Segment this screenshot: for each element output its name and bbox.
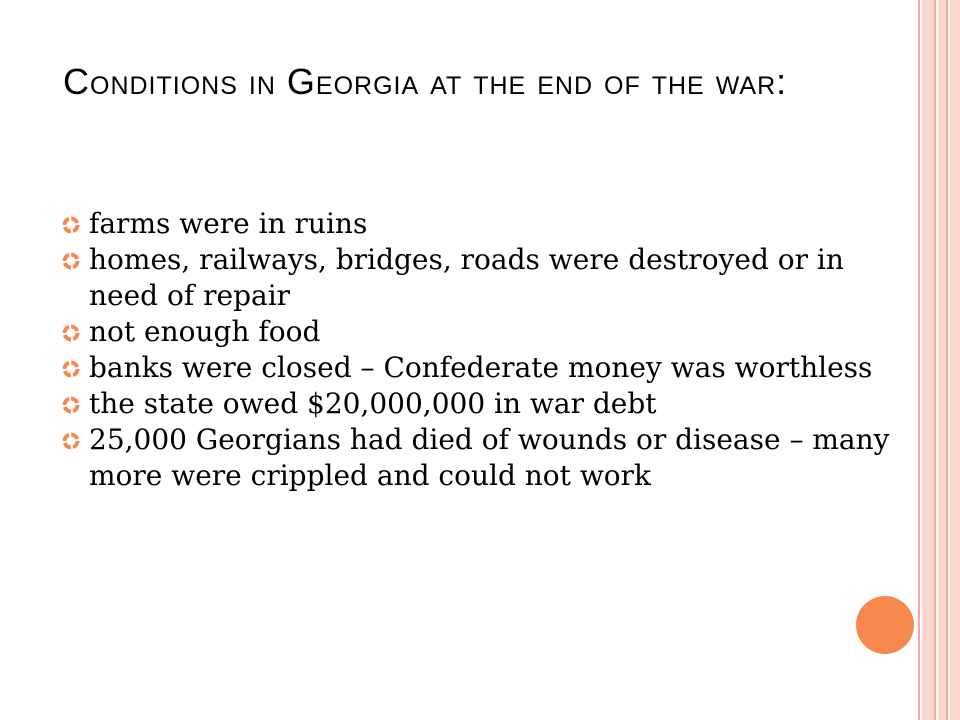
orange-circle-bullet-icon (62, 324, 80, 342)
bullet-text: the state owed $20,000,000 in war debt (89, 387, 657, 420)
orange-circle-bullet-icon (62, 360, 80, 378)
decorative-stripe (946, 0, 948, 720)
orange-circle-bullet-icon (62, 216, 80, 234)
decorative-stripe (934, 0, 936, 720)
orange-circle-bullet-icon (62, 432, 80, 450)
bullet-item (60, 422, 890, 494)
decorative-circle (856, 596, 914, 654)
decorative-stripe (922, 0, 934, 720)
bullet-item (60, 314, 890, 350)
decorative-stripe (938, 0, 946, 720)
bullet-item (60, 242, 890, 314)
orange-circle-bullet-icon (62, 252, 80, 270)
orange-circle-bullet-icon (62, 396, 80, 414)
slide-title: Conditions in Georgia at the end of the war: (63, 61, 788, 102)
bullet-text: farms were in ruins (89, 207, 368, 240)
bullet-text: homes, railways, bridges, roads were destroyed or in need of repair (89, 243, 844, 312)
decorative-stripe (918, 0, 920, 720)
bullet-text: 25,000 Georgians had died of wounds or disease – many more were crippled and could not work (89, 423, 890, 492)
bullet-item (60, 206, 890, 242)
decorative-stripe (950, 0, 960, 720)
bullet-text: banks were closed – Confederate money was worthless (89, 351, 873, 384)
bullet-list (60, 206, 890, 494)
bullet-item (60, 350, 890, 386)
bullet-text: not enough food (89, 315, 321, 348)
bullet-item (60, 386, 890, 422)
